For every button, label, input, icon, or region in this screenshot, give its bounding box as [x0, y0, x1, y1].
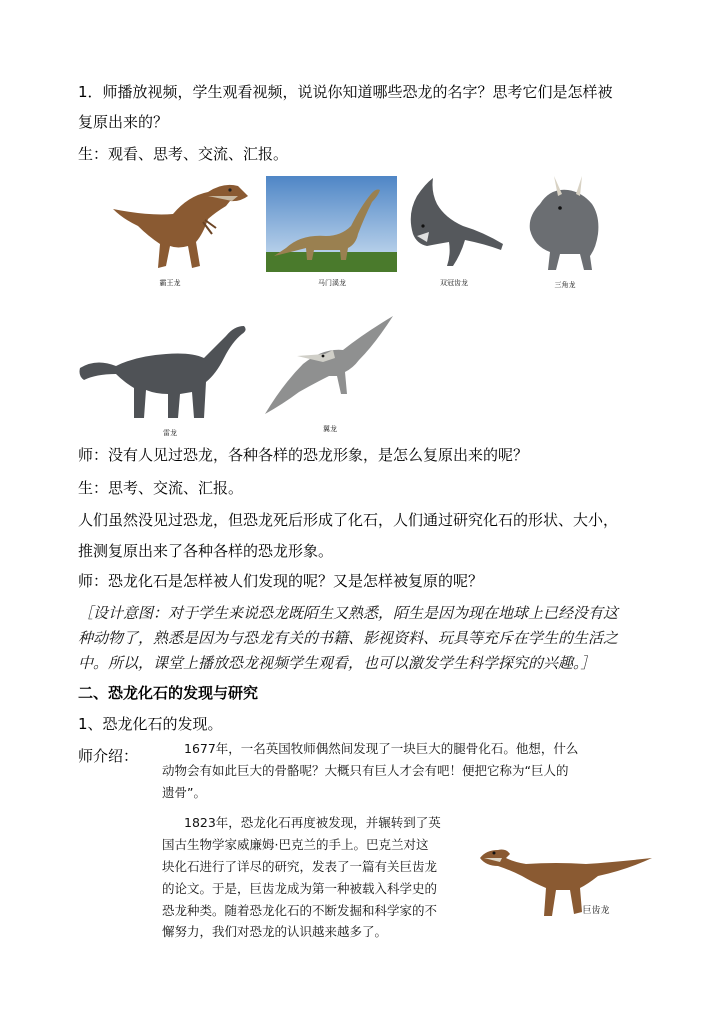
megalosaurus-image [476, 828, 654, 922]
intro-1823-line-1: 1823年，恐龙化石再度被发现，并辗转到了英 [184, 815, 441, 830]
explanation-line-1: 人们虽然没见过恐龙，但恐龙死后形成了化石，人们通过研究化石的形状、大小， [78, 511, 619, 529]
intro-1823-line-2: 国古生物学家威廉姆·巴克兰的手上。巴克兰对这 [162, 837, 429, 852]
mamenchisaurus-image [266, 176, 397, 272]
intro-1677-line-2: 动物会有如此巨大的骨骼呢？大概只有巨人才会有吧！便把它称为“巨人的 [162, 763, 569, 778]
pterosaur-image [263, 314, 395, 420]
question-line-2: 复原出来的？ [78, 113, 169, 131]
teacher-question-1: 师：没有人见过恐龙，各种各样的恐龙形象，是怎么复原出来的呢？ [78, 446, 529, 464]
caption-triceratops: 三角龙 [554, 281, 576, 289]
triceratops-image [520, 174, 610, 274]
intro-1823-line-3: 块化石进行了详尽的研究，发表了一篇有关巨齿龙 [162, 859, 438, 874]
teacher-intro-label: 师介绍： [78, 747, 139, 765]
brontosaurus-image [76, 318, 251, 424]
intro-1823-line-5: 恐龙种类。随着恐龙化石的不断发掘和科学家的不 [162, 903, 438, 918]
intro-1677-line-3: 遗骨”。 [162, 785, 206, 800]
student-response-1: 生：观看、思考、交流、汇报。 [78, 145, 289, 163]
intro-1823-line-4: 的论文。于是，巨齿龙成为第一种被载入科学史的 [162, 881, 438, 896]
caption-pterosaur: 翼龙 [323, 425, 337, 433]
section-heading: 二、恐龙化石的发现与研究 [78, 684, 259, 702]
teacher-question-2: 师：恐龙化石是怎样被人们发现的呢？又是怎样被复原的呢？ [78, 572, 484, 590]
trex-image [108, 174, 253, 274]
explanation-line-2: 推测复原出来了各种各样的恐龙形象。 [78, 542, 334, 560]
caption-megalosaurus: 巨齿龙 [582, 906, 610, 916]
caption-double-crest: 双冠齿龙 [440, 279, 468, 287]
caption-brontosaurus: 雷龙 [163, 429, 177, 437]
intro-1823-line-6: 懈努力，我们对恐龙的认识越来越多了。 [162, 924, 388, 939]
student-response-2: 生：思考、交流、汇报。 [78, 479, 244, 497]
design-intent-note [78, 601, 656, 676]
design-note-line-2: 种动物了，熟悉是因为与恐龙有关的书籍、影视资料、玩具等充斥在学生的生活之 [78, 629, 619, 647]
question-line-1: 1．师播放视频，学生观看视频，说说你知道哪些恐龙的名字？思考它们是怎样被 [78, 83, 613, 101]
caption-mamenchisaurus: 马门溪龙 [318, 279, 346, 287]
design-note-line-1: ［设计意图：对于学生来说恐龙既陌生又熟悉，陌生是因为现在地球上已经没有这 [78, 604, 619, 622]
intro-1677-line-1: 1677年，一名英国牧师偶然间发现了一块巨大的腿骨化石。他想，什么 [184, 741, 579, 756]
caption-trex: 霸王龙 [159, 279, 181, 287]
design-note-line-3: 中。所以，课堂上播放恐龙视频学生观看，也可以激发学生科学探究的兴趣。］ [78, 654, 596, 672]
dilophosaurus-image [403, 174, 508, 274]
sub-heading: 1、恐龙化石的发现。 [78, 715, 223, 733]
